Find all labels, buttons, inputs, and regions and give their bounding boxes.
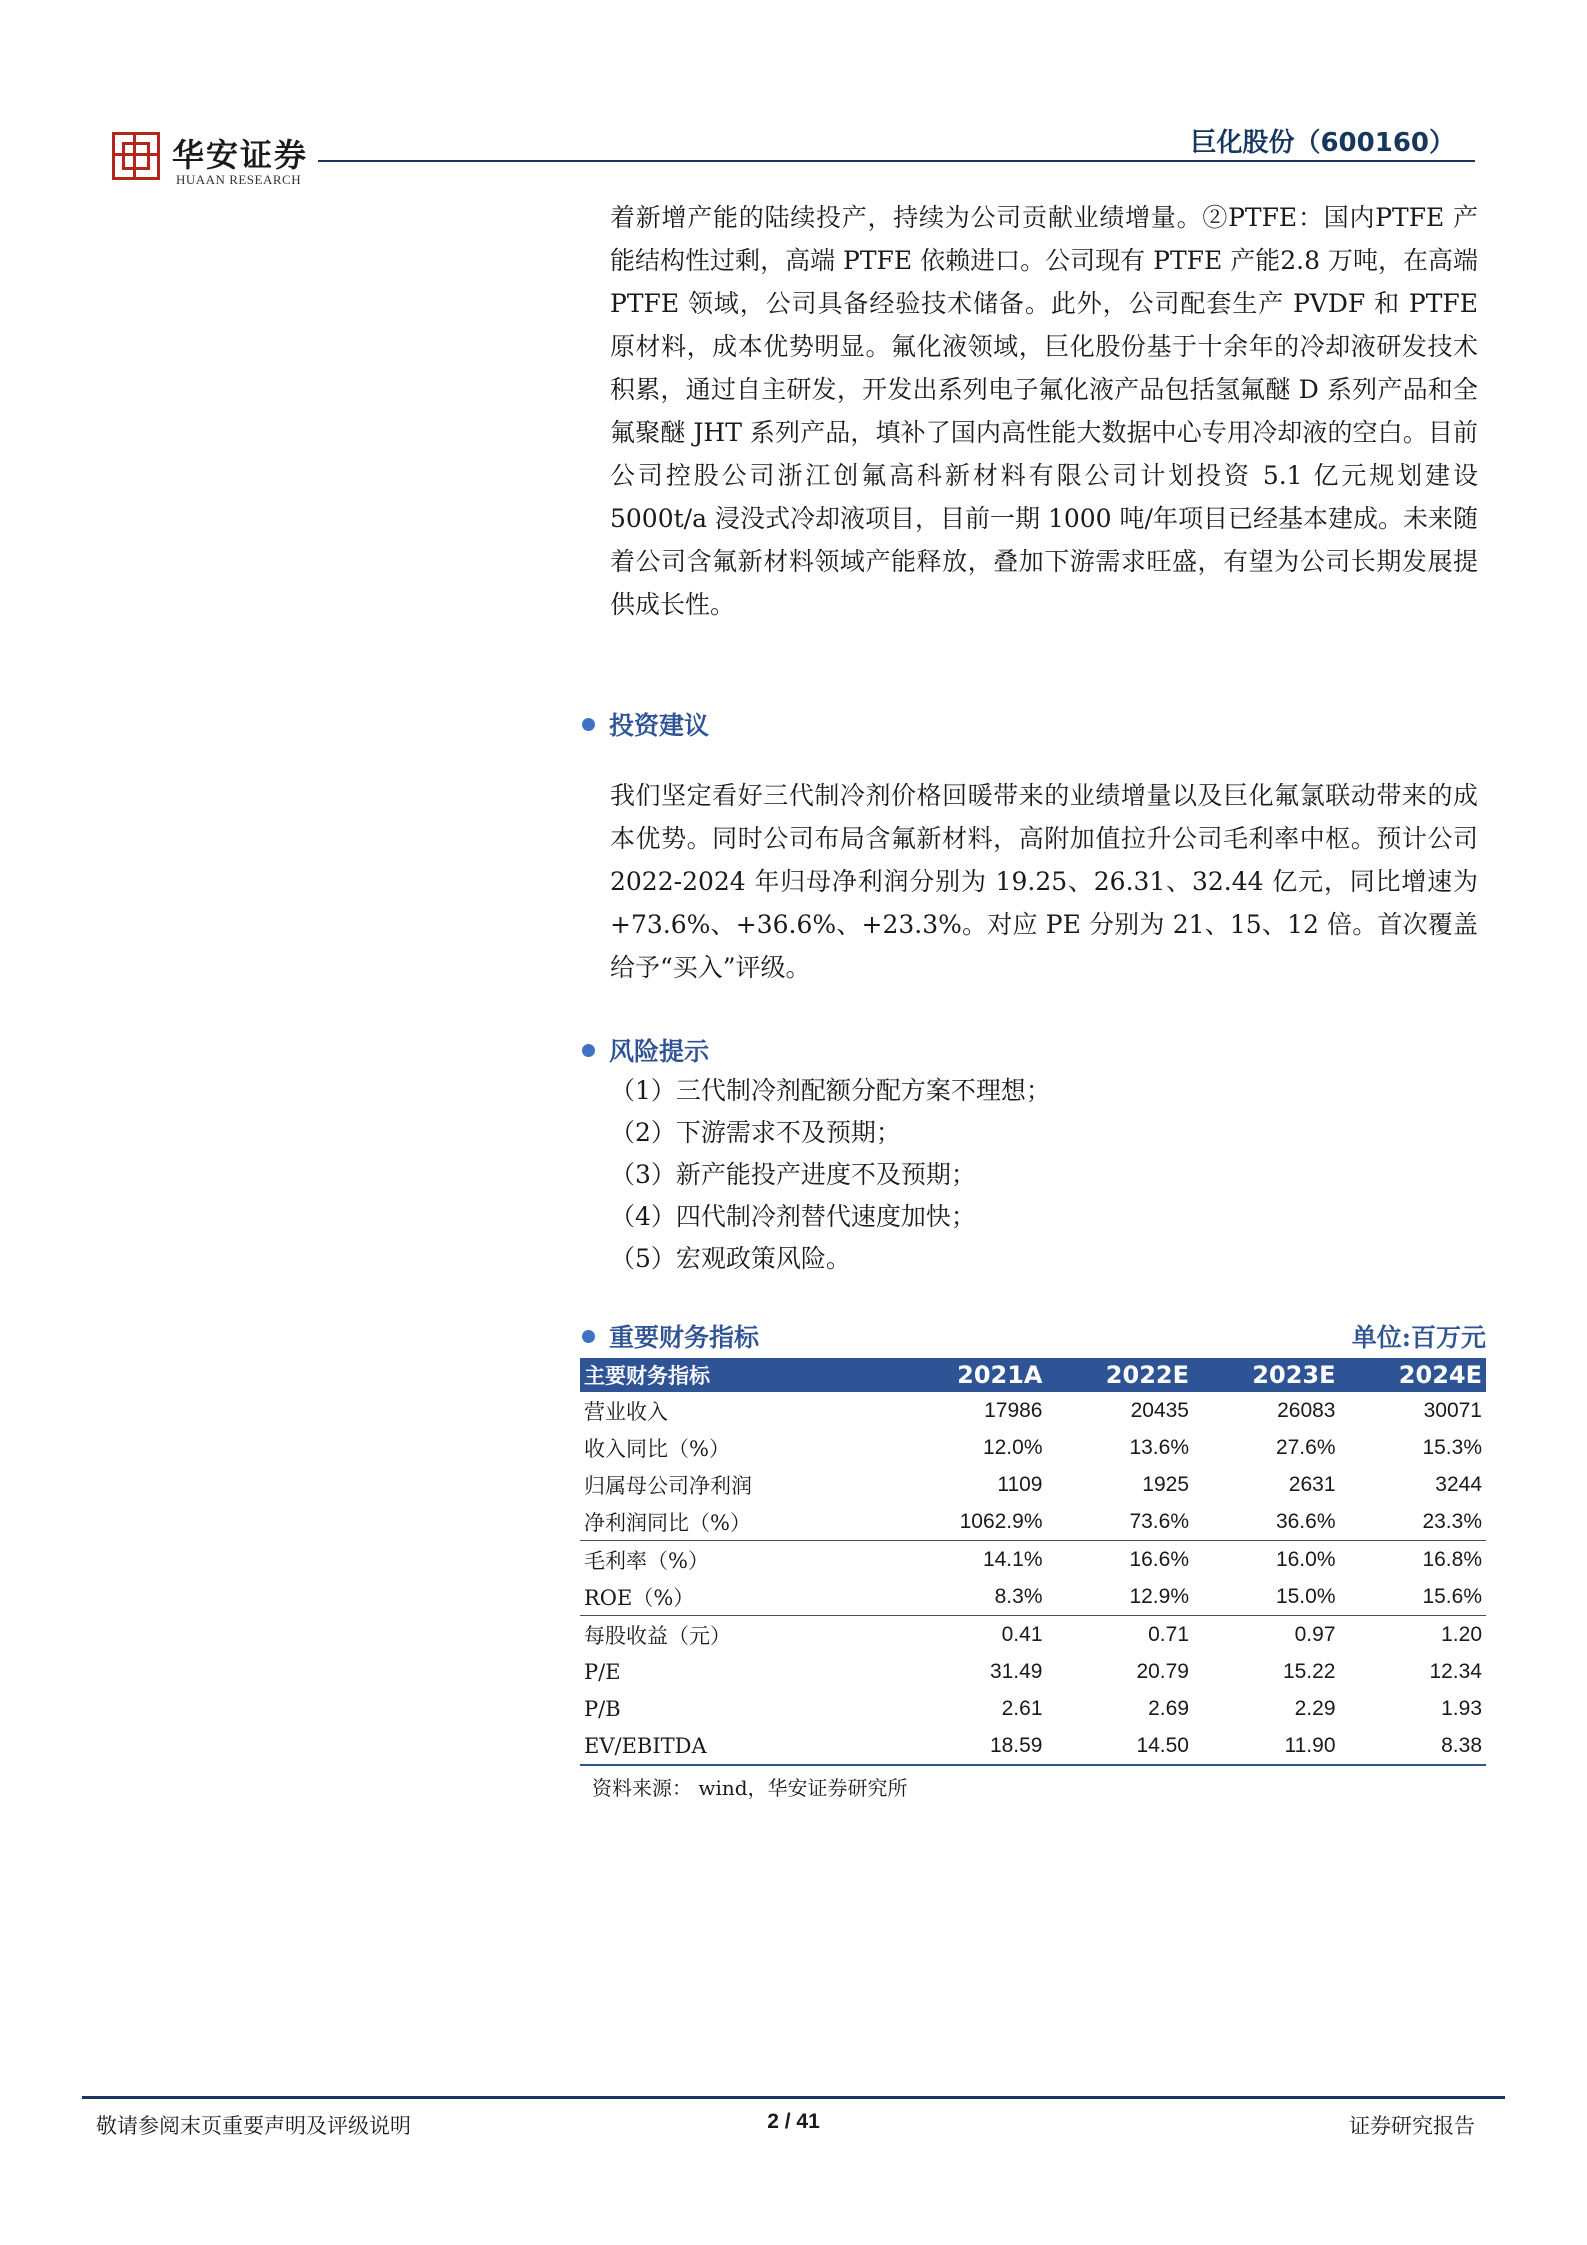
cell-value: 18.59 <box>900 1727 1047 1765</box>
brand-name-en: HUAAN RESEARCH <box>176 172 302 187</box>
table-row <box>580 1616 1486 1654</box>
table-row <box>580 1727 1486 1765</box>
table-header-row <box>580 1358 1486 1392</box>
cell-value: 1.93 <box>1441 1696 1482 1720</box>
table-row <box>580 1578 1486 1616</box>
cell-value: 8.3% <box>900 1578 1047 1616</box>
invest-paragraph: 我们坚定看好三代制冷剂价格回暖带来的业绩增量以及巨化氟氯联动带来的成本优势。同时公司布局含氟新材料，高附加值拉升公司毛利率中枢。预计公司 2022-2024 年归母净利润分别为 19.25、26.31、32.44 亿元，同比增速为+73.6%、+36.6%、+23.3%。对应 PE 分别为 21、15、12 倍。首次覆盖给予“买入”评级。 <box>610 781 1478 982</box>
row-label: ROE（%） <box>580 1578 900 1616</box>
footer-doc-type: 证券研究报告 <box>1349 2114 1475 2138</box>
cell-value: 17986 <box>984 1398 1043 1422</box>
risk-item: （2）下游需求不及预期； <box>610 1118 901 1147</box>
cell-value: 11.90 <box>1193 1727 1340 1765</box>
cell-value: 16.0% <box>1275 1547 1336 1571</box>
cell-value: 16.8% <box>1422 1547 1482 1571</box>
cell-value: 30071 <box>1423 1398 1482 1422</box>
cell-value: 13.6% <box>1129 1435 1189 1459</box>
year-header: 2023E <box>1193 1358 1340 1392</box>
table-unit: 单位:百万元 <box>1351 1323 1486 1352</box>
cell-value: 2.29 <box>1294 1696 1336 1720</box>
financial-indicators <box>580 1318 1486 1801</box>
row-label: 每股收益（元） <box>584 1623 731 1648</box>
table-heading-text: 重要财务指标 <box>609 1323 760 1352</box>
row-label: P/B <box>584 1696 621 1721</box>
risk-item: （1）三代制冷剂配额分配方案不理想； <box>610 1076 1051 1105</box>
cell-value: 1109 <box>997 1472 1043 1496</box>
cell-value: 14.1% <box>982 1547 1043 1571</box>
risk-heading-text: 风险提示 <box>609 1037 710 1066</box>
cell-value: 12.0% <box>982 1435 1043 1459</box>
year-header: 2022E <box>1047 1358 1194 1392</box>
table-row <box>580 1690 1486 1727</box>
invest-heading <box>582 706 709 742</box>
row-label: P/E <box>584 1659 621 1684</box>
risk-heading <box>582 1032 709 1068</box>
row-label: 毛利率（%） <box>584 1548 709 1573</box>
risk-list <box>610 1070 1478 1280</box>
cell-value: 20435 <box>1130 1398 1189 1422</box>
cell-value: 3244 <box>1435 1472 1482 1496</box>
table-title-row <box>580 1318 1486 1358</box>
company-ticker: 巨化股份（600160） <box>1190 128 1455 158</box>
invest-section <box>610 774 1478 989</box>
cell-value: 12.34 <box>1429 1659 1482 1683</box>
cell-value: 8.38 <box>1340 1727 1487 1765</box>
row-label: 营业收入 <box>584 1399 668 1424</box>
cell-value: 0.41 <box>1001 1622 1043 1646</box>
cell-value: 1.20 <box>1441 1622 1482 1646</box>
cell-value: 20.79 <box>1136 1659 1189 1683</box>
cell-value: 31.49 <box>989 1659 1043 1683</box>
row-label: EV/EBITDA <box>580 1727 900 1765</box>
cell-value: 1925 <box>1142 1472 1189 1496</box>
cell-value: 2631 <box>1288 1472 1336 1496</box>
brand-name-cn: 华安证券 <box>172 136 309 174</box>
risk-item: （4）四代制冷剂替代速度加快； <box>610 1202 976 1231</box>
table-heading <box>582 1318 759 1354</box>
table-row <box>580 1541 1486 1579</box>
bullet-dot-icon <box>582 1044 595 1057</box>
table-header-label: 主要财务指标 <box>580 1358 900 1392</box>
table-row <box>580 1653 1486 1690</box>
footer-divider <box>82 2096 1505 2099</box>
cell-value: 15.6% <box>1340 1578 1487 1616</box>
cell-value: 36.6% <box>1193 1503 1340 1541</box>
brand-logo-icon <box>112 132 160 180</box>
cell-value: 23.3% <box>1340 1503 1487 1541</box>
table-row <box>580 1392 1486 1429</box>
cell-value: 16.6% <box>1129 1547 1189 1571</box>
cell-value: 15.22 <box>1282 1659 1336 1683</box>
row-label: 净利润同比（%） <box>580 1503 900 1541</box>
cell-value: 2.69 <box>1148 1696 1189 1720</box>
financial-table <box>580 1358 1486 1766</box>
table-row <box>580 1503 1486 1541</box>
cell-value: 1062.9% <box>900 1503 1047 1541</box>
invest-heading-text: 投资建议 <box>609 711 710 740</box>
cell-value: 12.9% <box>1047 1578 1194 1616</box>
footer-disclaimer: 敬请参阅末页重要声明及评级说明 <box>96 2114 411 2138</box>
table-source: 资料来源： wind，华安证券研究所 <box>592 1776 908 1800</box>
bullet-dot-icon <box>582 718 595 731</box>
header-divider <box>318 160 1475 162</box>
cell-value: 0.71 <box>1148 1622 1189 1646</box>
row-label: 归属母公司净利润 <box>584 1473 752 1498</box>
year-header: 2021A <box>900 1358 1047 1392</box>
table-row <box>580 1429 1486 1466</box>
cell-value: 0.97 <box>1294 1622 1336 1646</box>
row-label: 收入同比（%） <box>584 1436 730 1461</box>
cell-value: 2.61 <box>1001 1696 1043 1720</box>
year-header: 2024E <box>1340 1358 1487 1392</box>
cell-value: 73.6% <box>1047 1503 1194 1541</box>
cell-value: 15.0% <box>1193 1578 1340 1616</box>
intro-paragraph: 着新增产能的陆续投产，持续为公司贡献业绩增量。②PTFE：国内PTFE 产能结构性过剩，高端 PTFE 依赖进口。公司现有 PTFE 产能2.8 万吨，在高端 PTFE 领域，公司具备经验技术储备。此外，公司配套生产 PVDF 和 PTFE 原材料，成本优势明显。氟化液领域，巨化股份基于十余年的冷却液研发技术积累，通过自主研发，开发出系列电子氟化液产品包括氢氟醚 D 系列产品和全氟聚醚 JHT 系列产品，填补了国内高性能大数据中心专用冷却液的空白。目前公司控股公司浙江创氟高科新材料有限公司计划投资 5.1 亿元规划建设 5000t/a 浸没式冷却液项目，目前一期 1000 吨/年项目已经基本建成。未来随着公司含氟新材料领域产能释放，叠加下游需求旺盛，有望为公司长期发展提供成长性。 <box>610 203 1478 619</box>
table-row <box>580 1466 1486 1503</box>
risk-item: （3）新产能投产进度不及预期； <box>610 1160 976 1189</box>
page-number: 2 / 41 <box>767 2110 820 2133</box>
bullet-dot-icon <box>582 1330 595 1343</box>
risk-section <box>610 1070 1478 1280</box>
cell-value: 27.6% <box>1275 1435 1336 1459</box>
risk-item: （5）宏观政策风险。 <box>610 1244 851 1273</box>
cell-value: 26083 <box>1277 1398 1336 1422</box>
cell-value: 15.3% <box>1422 1435 1482 1459</box>
intro-section <box>610 196 1478 626</box>
cell-value: 14.50 <box>1047 1727 1194 1765</box>
